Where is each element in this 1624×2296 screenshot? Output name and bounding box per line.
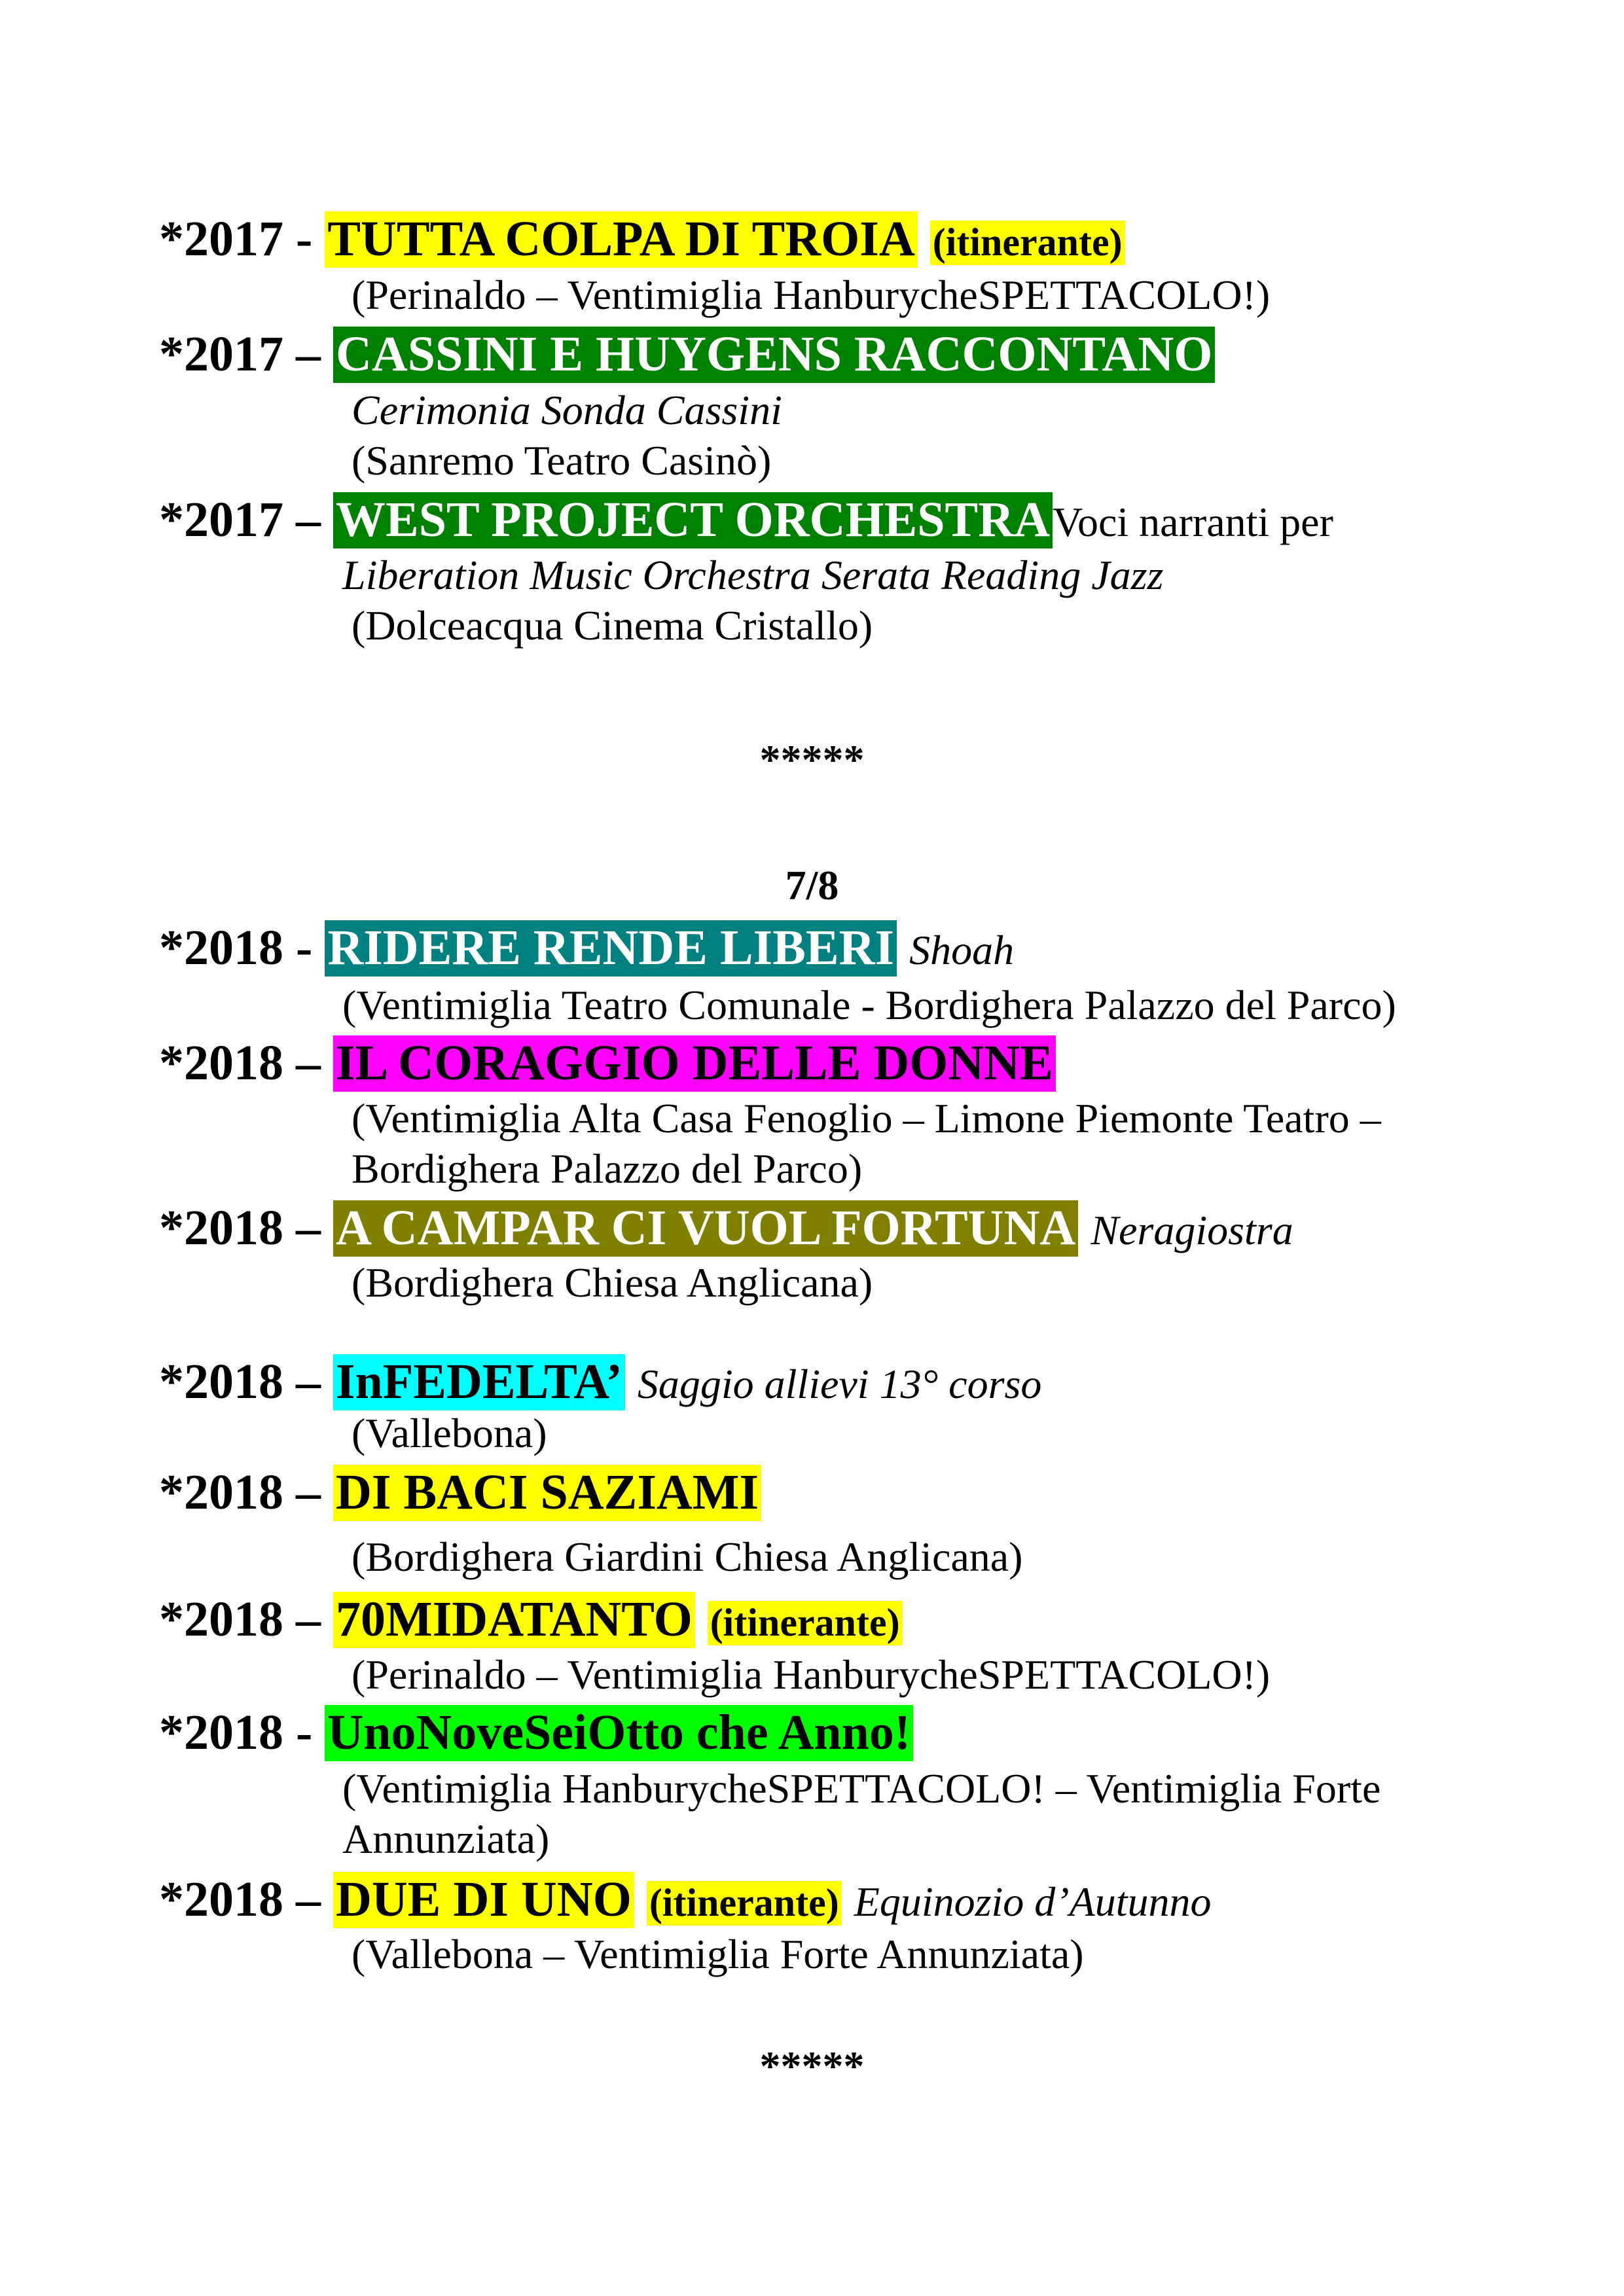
entry-tag: (itinerante) xyxy=(930,221,1125,265)
entry-venue: (Dolceacqua Cinema Cristallo) xyxy=(352,602,873,649)
entry-title: InFEDELTA’ xyxy=(333,1354,625,1410)
entry-venue: (Ventimiglia Teatro Comunale - Bordighera Palazzo del Parco) xyxy=(342,982,1396,1028)
entry-venue: (Perinaldo – Ventimiglia HanburycheSPETTACOLO!) xyxy=(352,272,1271,318)
entry-year: *2018 – xyxy=(159,1592,333,1647)
entry-title: IL CORAGGIO DELLE DONNE xyxy=(333,1035,1056,1092)
page-number: 7/8 xyxy=(785,862,839,908)
entry-year: *2018 – xyxy=(159,1872,333,1927)
entry-venue: (Ventimiglia Alta Casa Fenoglio – Limone Piemonte Teatro – xyxy=(352,1095,1381,1141)
entry-note: Voci narranti per xyxy=(1053,499,1333,545)
entry-venue: Annunziata) xyxy=(342,1816,550,1862)
entry-year: *2018 – xyxy=(159,1465,333,1520)
entry-heading xyxy=(159,490,1333,550)
entry-title: WEST PROJECT ORCHESTRA xyxy=(333,492,1053,548)
entry-venue: (Vallebona – Ventimiglia Forte Annunziata) xyxy=(352,1931,1084,1977)
entry-subtitle: Shoah xyxy=(909,927,1015,973)
entry-title: 70MIDATANTO xyxy=(333,1592,695,1648)
entry-heading xyxy=(159,1033,1056,1093)
separator-stars: ***** xyxy=(759,2043,865,2089)
entry-venue: (Vallebona) xyxy=(352,1410,547,1456)
entry-heading xyxy=(159,1589,903,1649)
entry-heading xyxy=(159,1352,1041,1412)
entry-venue: (Bordighera Chiesa Anglicana) xyxy=(352,1259,873,1306)
entry-subtitle: Saggio allievi 13° corso xyxy=(637,1361,1042,1407)
entry-venue: (Bordighera Giardini Chiesa Anglicana) xyxy=(352,1534,1023,1580)
entry-heading xyxy=(159,1702,913,1763)
entry-title: DI BACI SAZIAMI xyxy=(333,1465,761,1521)
entry-venue: (Ventimiglia HanburycheSPETTACOLO! – Ventimiglia Forte xyxy=(342,1765,1381,1812)
entry-heading xyxy=(159,1869,1211,1929)
entry-title: DUE DI UNO xyxy=(333,1872,634,1928)
entry-heading xyxy=(159,209,1125,269)
entry-heading xyxy=(159,1462,761,1522)
entry-subtitle: Neragiostra xyxy=(1091,1207,1293,1253)
entry-venue: Bordighera Palazzo del Parco) xyxy=(352,1145,863,1192)
entry-description: Liberation Music Orchestra Serata Reading Jazz xyxy=(342,552,1164,598)
separator-stars: ***** xyxy=(759,736,865,783)
entry-year: *2018 - xyxy=(159,1705,325,1760)
entry-tag: (itinerante) xyxy=(647,1881,842,1926)
entry-venue: (Sanremo Teatro Casinò) xyxy=(352,437,772,484)
entry-year: *2017 – xyxy=(159,327,333,382)
entry-year: *2018 - xyxy=(159,920,325,975)
entry-year: *2018 – xyxy=(159,1354,333,1409)
entry-title: UnoNoveSeiOtto che Anno! xyxy=(325,1705,913,1761)
entry-year: *2017 - xyxy=(159,211,325,266)
entry-year: *2018 – xyxy=(159,1035,333,1090)
entry-year: *2018 – xyxy=(159,1200,333,1255)
entry-heading xyxy=(159,918,1014,978)
entry-tag: (itinerante) xyxy=(708,1601,903,1645)
entry-title: RIDERE RENDE LIBERI xyxy=(325,920,897,977)
entry-year: *2017 – xyxy=(159,492,333,547)
entry-title: TUTTA COLPA DI TROIA xyxy=(325,211,917,268)
entry-title: A CAMPAR CI VUOL FORTUNA xyxy=(333,1200,1078,1257)
entry-heading xyxy=(159,1198,1293,1258)
entry-description: Cerimonia Sonda Cassini xyxy=(352,387,782,433)
entry-title: CASSINI E HUYGENS RACCONTANO xyxy=(333,327,1215,383)
entry-subtitle: Equinozio d’Autunno xyxy=(854,1878,1212,1925)
entry-heading xyxy=(159,324,1215,384)
entry-venue: (Perinaldo – Ventimiglia HanburycheSPETTACOLO!) xyxy=(352,1651,1271,1698)
